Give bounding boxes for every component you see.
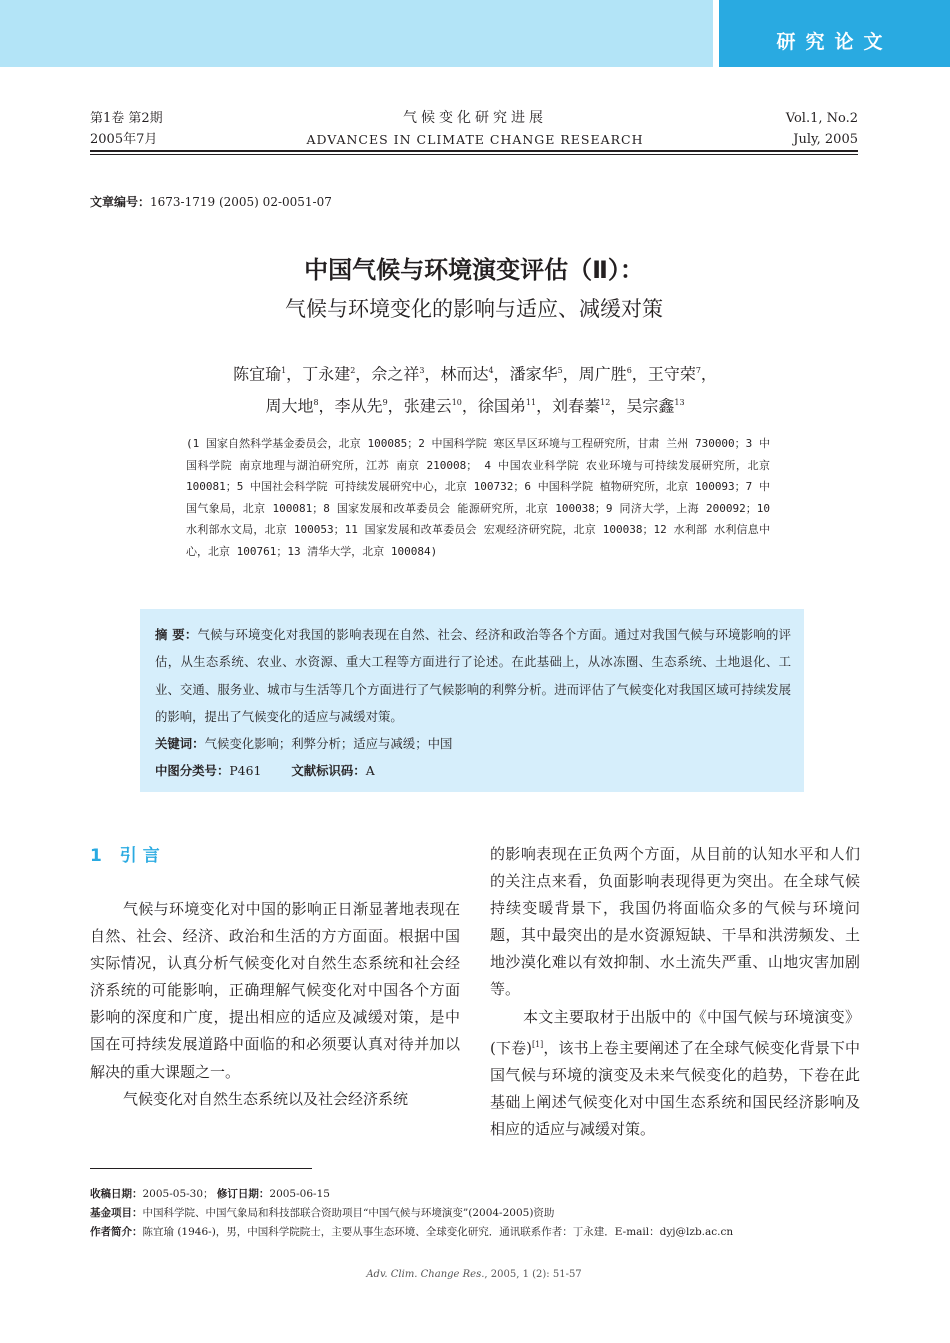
author-separator: ， bbox=[424, 364, 441, 384]
journal-name bbox=[300, 108, 650, 150]
author-bio-text: 陈宜瑜 (1946-)，男，中国科学院院士，主要从事生态环境、全球变化研究．通讯联系作者：丁永建．E-mail：dyj@lzb.ac.cn bbox=[142, 1226, 734, 1238]
author-name: 丁永建 bbox=[302, 364, 351, 384]
author-affiliation-mark: 9 bbox=[382, 398, 388, 408]
author-name: 周广胜 bbox=[578, 364, 627, 384]
article-number-value: 1673-1719 (2005) 02-0051-07 bbox=[150, 195, 332, 209]
body-text: 本文主要取材于出版中的《中国气候与环境演变》(下卷) bbox=[490, 1007, 860, 1057]
author-name: 李从先 bbox=[334, 396, 383, 416]
body-paragraph bbox=[490, 1004, 860, 1143]
keywords-text: 气候变化影响；利弊分析；适应与减缓；中国 bbox=[204, 736, 453, 752]
abstract-text: 气候与环境变化对我国的影响表现在自然、社会、经济和政治等各个方面。通过对我国气候与环境影响的评估，从生态系统、农业、水资源、重大工程等方面进行了论述。在此基础上，从冰冻圈、生态系统、土地退化、工业、交通、服务业、城市与生活等几个方面进行了气候影响的利弊分析。进而评估了气候变化对我国区域可持续发展的影响，提出了气候变化的适应与减缓对策。 bbox=[155, 627, 791, 724]
section-tag: 研究论文 bbox=[719, 0, 950, 67]
body-paragraph: 的影响表现在正负两个方面，从目前的认知水平和人们的关注点来看，负面影响表现得更为突出。在全球气候持续变暖背景下，我国仍将面临众多的气候与环境问题，其中最突出的是水资源短缺、干旱和洪涝频发、土地沙漠化难以有效抑制、水土流失严重、山地灾害加剧等。 bbox=[490, 845, 860, 999]
date-cn: 2005年7月 bbox=[90, 132, 158, 147]
classification bbox=[155, 757, 791, 784]
author-affiliation-mark: 13 bbox=[674, 398, 685, 408]
author-name: 吴宗鑫 bbox=[626, 396, 675, 416]
body-paragraph: 气候与环境变化对中国的影响正日渐显著地表现在自然、社会、经济、政治和生活的方方面面。根据中国实际情况，认真分析气候变化对自然生态系统和社会经济系统的可能影响，正确理解气候变化对中国各个方面影响的深度和广度，提出相应的适应及减缓对策，是中国在可持续发展道路中面临的和必须要认真对待并加以解决的重大课题之一。 bbox=[90, 900, 460, 1081]
citation-ref[interactable]: [1] bbox=[531, 1039, 544, 1049]
fund-label: 基金项目： bbox=[90, 1207, 143, 1219]
author-separator: ， bbox=[631, 364, 648, 384]
author-affiliation-mark: 8 bbox=[313, 398, 319, 408]
body-text: ，该书上卷主要阐述了在全球气候变化背景下中国气候与环境的演变及未来气候变化的趋势，下卷在此基础上阐述气候变化对中国生态系统和国民经济影响及相应的适应与减缓对策。 bbox=[490, 1038, 860, 1138]
author-separator: ， bbox=[387, 396, 404, 416]
received-dates bbox=[90, 1185, 858, 1204]
author-separator: ， bbox=[610, 396, 627, 416]
author-affiliation-mark: 5 bbox=[557, 366, 563, 375]
author-name: 佘之祥 bbox=[371, 364, 420, 384]
article-number bbox=[90, 193, 332, 210]
author-name: 周大地 bbox=[265, 396, 314, 416]
author-line-1 bbox=[150, 356, 800, 388]
journal-issue-en bbox=[700, 108, 858, 150]
author-affiliation-mark: 6 bbox=[626, 366, 632, 375]
author-separator: ， bbox=[461, 396, 478, 416]
page-footer bbox=[90, 1269, 858, 1280]
author-affiliation-mark: 4 bbox=[488, 366, 494, 375]
author-name: 王守荣 bbox=[647, 364, 696, 384]
citation-info: , 2005, 1 (2): 51-57 bbox=[484, 1269, 582, 1280]
volume-issue-cn: 第1卷 第2期 bbox=[90, 111, 163, 126]
doc-code-label: 文献标识码： bbox=[291, 763, 366, 779]
affiliations: (1 国家自然科学基金委员会，北京 100085；2 中国科学院 寒区旱区环境与工程研究所，甘肃 兰州 730000；3 中国科学院 南京地理与湖泊研究所，江苏 南京 210008； 4 中国农业科学院 农业环境与可持续发展研究所，北京 100081；5 中国社会科学院 可持续发展研究中心，北京 100732；6 中国科学院 植物研究所，北京 100093；7 中国气象局，北京 100081；8 国家发展和改革委员会 能源研究所，北京 100038；9 同济大学，上海 200092；10 水利部水文局，北京 100053；11 国家发展和改革委员会 宏观经济研究院，北京 100038；12 水利部 水利信息中心，北京 100761；13 清华大学，北京 100084) bbox=[186, 437, 770, 558]
author-line-2 bbox=[150, 388, 800, 420]
author-name: 刘春蓁 bbox=[552, 396, 601, 416]
body-column-right bbox=[490, 841, 860, 1143]
author-name: 陈宜瑜 bbox=[233, 364, 282, 384]
header-rule-thin bbox=[90, 154, 858, 155]
author-separator: ， bbox=[355, 364, 372, 384]
keywords-label: 关键词： bbox=[155, 736, 205, 752]
revised-date: 2005-06-15 bbox=[269, 1188, 330, 1200]
doc-code-value: A bbox=[365, 763, 375, 779]
footnote-rule bbox=[90, 1168, 312, 1169]
paper-subtitle: 气候与环境变化的影响与适应、减缓对策 bbox=[285, 297, 663, 321]
header-rule bbox=[90, 150, 858, 152]
author-affiliation-mark: 3 bbox=[419, 366, 425, 375]
date-en: July, 2005 bbox=[793, 132, 858, 147]
author-bio bbox=[90, 1223, 858, 1242]
header-color-band bbox=[0, 0, 713, 67]
body-column-left bbox=[90, 896, 460, 1113]
author-name: 潘家华 bbox=[509, 364, 558, 384]
author-affiliation-mark: 2 bbox=[350, 366, 356, 375]
author-name: 张建云 bbox=[403, 396, 452, 416]
author-name: 林而达 bbox=[440, 364, 489, 384]
author-separator: ， bbox=[700, 364, 717, 384]
fund-info bbox=[90, 1204, 858, 1223]
author-separator: ， bbox=[318, 396, 335, 416]
author-affiliation-mark: 7 bbox=[695, 366, 701, 375]
author-separator: ， bbox=[493, 364, 510, 384]
author-affiliation-mark: 11 bbox=[525, 398, 537, 408]
received-date: 2005-05-30； bbox=[142, 1188, 214, 1200]
fund-text: 中国科学院、中国气象局和科技部联合资助项目“中国气候与环境演变”(2004-2005)资助 bbox=[142, 1207, 555, 1219]
author-separator: ， bbox=[286, 364, 303, 384]
abstract-label: 摘 要： bbox=[155, 627, 198, 642]
journal-abbreviation: Adv. Clim. Change Res. bbox=[366, 1269, 485, 1280]
volume-issue-en: Vol.1, No.2 bbox=[785, 111, 858, 126]
journal-issue-cn bbox=[90, 108, 163, 150]
author-affiliation-mark: 10 bbox=[451, 398, 462, 408]
abstract-paragraph bbox=[155, 621, 791, 730]
article-number-label: 文章编号： bbox=[90, 195, 151, 209]
author-affiliation-mark: 1 bbox=[281, 366, 287, 375]
footnotes bbox=[90, 1185, 858, 1242]
body-paragraph: 气候变化对自然生态系统以及社会经济系统 bbox=[123, 1089, 409, 1108]
author-name: 徐国弟 bbox=[477, 396, 526, 416]
author-bio-label: 作者简介： bbox=[90, 1226, 143, 1238]
author-separator: ， bbox=[536, 396, 553, 416]
clc-value: P461 bbox=[229, 763, 262, 779]
author-affiliation-mark: 12 bbox=[600, 398, 611, 408]
journal-name-en: ADVANCES IN CLIMATE CHANGE RESEARCH bbox=[306, 132, 644, 147]
paper-title: 中国气候与环境演变评估（Ⅱ）： bbox=[304, 256, 644, 284]
author-list bbox=[150, 356, 800, 421]
revised-label: 修订日期： bbox=[216, 1188, 270, 1200]
author-separator: ， bbox=[562, 364, 579, 384]
received-label: 收稿日期： bbox=[90, 1188, 143, 1200]
journal-name-cn: 气候变化研究进展 bbox=[403, 110, 547, 126]
keywords bbox=[155, 730, 791, 757]
section-heading: 1 引言 bbox=[90, 846, 166, 866]
abstract bbox=[155, 621, 791, 785]
clc-label: 中图分类号： bbox=[155, 763, 230, 779]
